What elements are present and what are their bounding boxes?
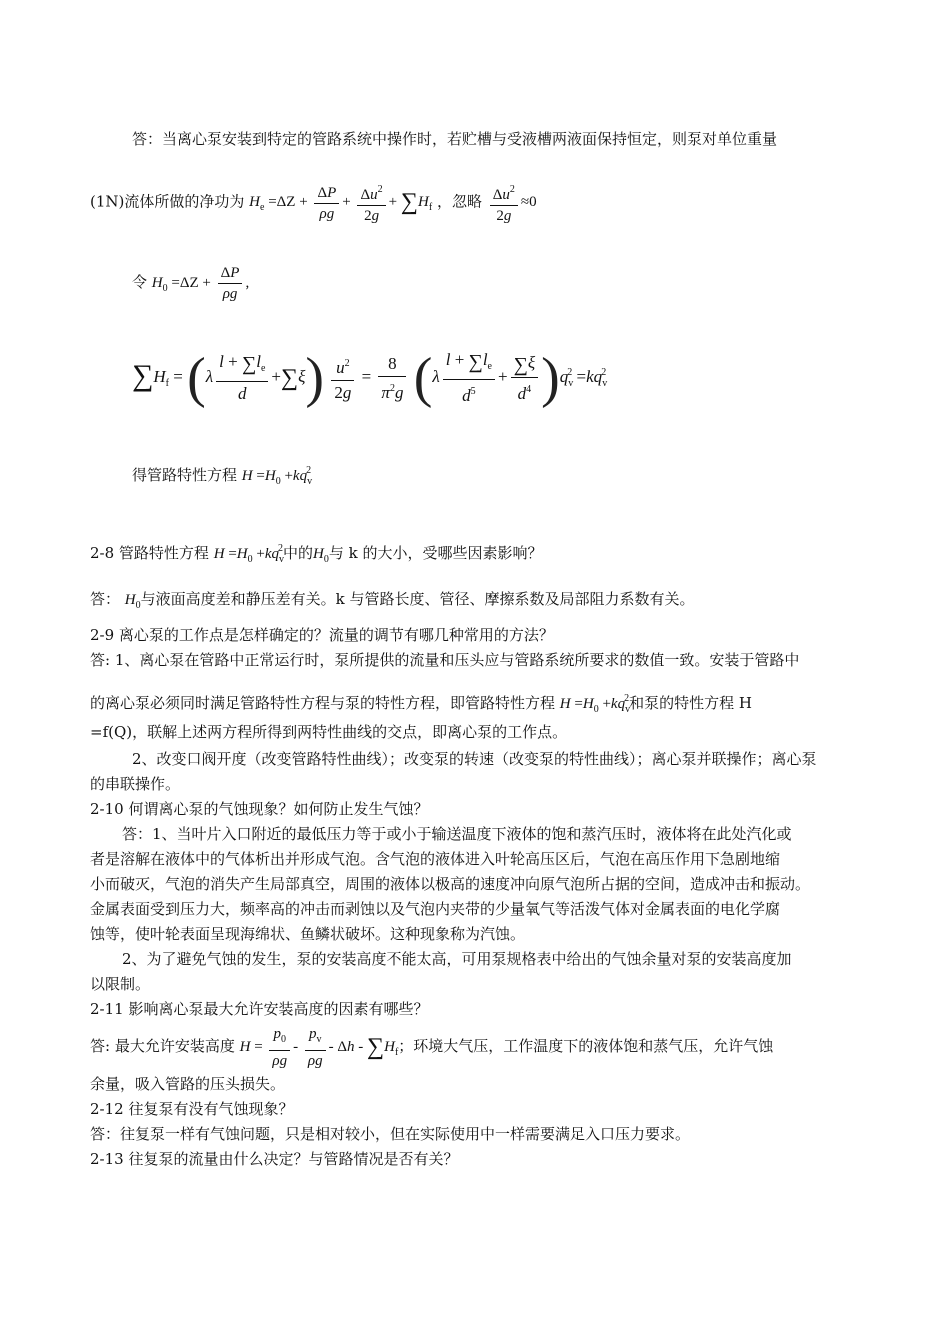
- friction-loss-equation: $\sum H_f = (\lambda$ $\frac{l + \sum l_e}{d}$ +∑ξ) $\frac{u^2}{2g}$ = $\frac{8}{\pi^2g}$ (λ $\frac{l + \sum l_e}{d^5}$ + $\frac{\sum\xi}{d^4}$ )$q_v^2 =kq_v^2$: [132, 347, 608, 409]
- answer-line-3-prefix: 令: [132, 273, 148, 291]
- answer-2-10-line-4: 金属表面受到压力大，频率高的冲击而剥蚀以及气泡内夹带的少量氧气等活泼气体对金属表面的电化学腐: [90, 900, 781, 918]
- answer-2-12: 答：往复泵一样有气蚀问题，只是相对较小，但在实际使用中一样需要满足入口压力要求。: [90, 1125, 691, 1143]
- neglect-term: $\frac{\Delta u^2}{2g}$ ≈0: [487, 194, 537, 210]
- question-2-10: 2-10 何谓离心泵的气蚀现象？如何防止发生气蚀？: [90, 800, 429, 818]
- answer-2-9-line-5: 的串联操作。: [90, 775, 181, 793]
- answer-line-1: 答：当离心泵安装到特定的管路系统中操作时，若贮槽与受液槽两液面保持恒定，则泵对单位重量: [132, 130, 778, 148]
- answer-line-4: [132, 456, 902, 486]
- answer-2-10-line-7: 以限制。: [90, 975, 151, 993]
- answer-2-10-line-5: 蚀等，使叶轮表面呈现海绵状、鱼鳞状破坏。这种现象称为汽蚀。: [90, 925, 526, 943]
- answer-line-3: [132, 262, 902, 302]
- answer-2-11-line-2: 余量，吸入管路的压头损失。: [90, 1075, 286, 1093]
- question-2-13: 2-13 往复泵的流量由什么决定？与管路情况是否有关？: [90, 1150, 459, 1168]
- answer-2-9-line-1: 答: 1、离心泵在管路中正常运行时，泵所提供的流量和压头应与管路系统所要求的数值一致。安装于管路中: [90, 651, 800, 669]
- install-height-equation: H = $\frac{p_0}{\rho g}$ - $\frac{p_v}{\rho g}$ - Δh - $\sum H_f$: [239, 1026, 399, 1070]
- answer-2-8: [90, 586, 860, 612]
- answer-2-9-line-2: [90, 686, 860, 715]
- answer-line-2-prefix: (1N)流体所做的净功为: [90, 192, 245, 211]
- question-2-8-equation: $H =H_0 +kq_v^2$: [213, 543, 285, 565]
- question-2-8: [90, 536, 860, 565]
- work-equation: $H_e =\Delta Z$ + $\frac{\Delta P}{\rho g}$ + $\frac{\Delta u^2}{2g}$ + $\sum H_f$: [249, 194, 432, 210]
- question-2-12: 2-12 往复泵有没有气蚀现象？: [90, 1100, 294, 1118]
- answer-line-2-mid: ，忽略: [436, 192, 482, 211]
- answer-2-9-equation: $H =H_0 +kq_v^2$: [559, 693, 631, 715]
- answer-2-10-line-2: 者是溶解在液体中的气体析出并形成气泡。含气泡的液体进入叶轮高压区后，气泡在高压作用下急剧地缩: [90, 850, 781, 868]
- answer-2-8-part-b: 与液面高度差和静压差有关。k 与管路长度、管径、摩擦系数及局部阻力系数有关。: [140, 590, 695, 608]
- question-2-8-part-b: 中的: [283, 544, 314, 562]
- answer-2-10-line-1: 答：1、当叶片入口附近的最低压力等于或小于输送温度下液体的饱和蒸汽压时，液体将在此处汽化或: [122, 825, 792, 843]
- answer-2-9-line-2-part-a: 的离心泵必须同时满足管路特性方程与泵的特性方程，即管路特性方程: [90, 694, 556, 712]
- question-2-11: 2-11 影响离心泵最大允许安装高度的因素有哪些？: [90, 1000, 429, 1018]
- question-2-9: 2-9 离心泵的工作点是怎样确定的？流量的调节有哪几种常用的方法？: [90, 626, 554, 644]
- answer-line-2: [90, 180, 860, 224]
- answer-2-9-line-4: 2、改变口阀开度（改变管路特性曲线）；改变泵的转速（改变泵的特性曲线）；离心泵并联操作；离心泵: [132, 750, 817, 768]
- answer-2-11-part-b: ；环境大气压，工作温度下的液体饱和蒸气压，允许气蚀: [398, 1037, 774, 1055]
- question-2-8-part-c: 与 k 的大小，受哪些因素影响？: [328, 544, 543, 562]
- answer-2-10-line-6: 2、为了避免气蚀的发生，泵的安装高度不能太高，可用泵规格表中给出的气蚀余量对泵的安装高度加: [122, 950, 792, 968]
- question-2-8-part-a: 2-8 管路特性方程: [90, 544, 209, 562]
- answer-2-8-part-a: 答：: [90, 590, 121, 608]
- pipe-characteristic-equation: $H =H_0 +kq_v^2$: [241, 465, 313, 487]
- answer-2-8-h0: $H_0$: [124, 592, 141, 611]
- question-2-8-h0: $H_0$: [313, 546, 329, 565]
- answer-2-11-part-a: 答: 最大允许安装高度: [90, 1037, 235, 1055]
- answer-2-9-line-2-part-b: 和泵的特性方程 H: [629, 694, 752, 712]
- answer-line-4-prefix: 得管路特性方程: [132, 466, 238, 484]
- h0-equation: $H_0 =\Delta Z$ + $\frac{\Delta P}{\rho g}$ ,: [151, 265, 250, 303]
- answer-2-9-line-3: =f(Q)，联解上述两方程所得到两特性曲线的交点，即离心泵的工作点。: [90, 723, 568, 741]
- answer-2-11-line-1: [90, 1024, 860, 1068]
- answer-2-10-line-3: 小而破灭，气泡的消失产生局部真空，周围的液体以极高的速度冲向原气泡所占据的空间，造成冲击和振动。: [90, 875, 811, 893]
